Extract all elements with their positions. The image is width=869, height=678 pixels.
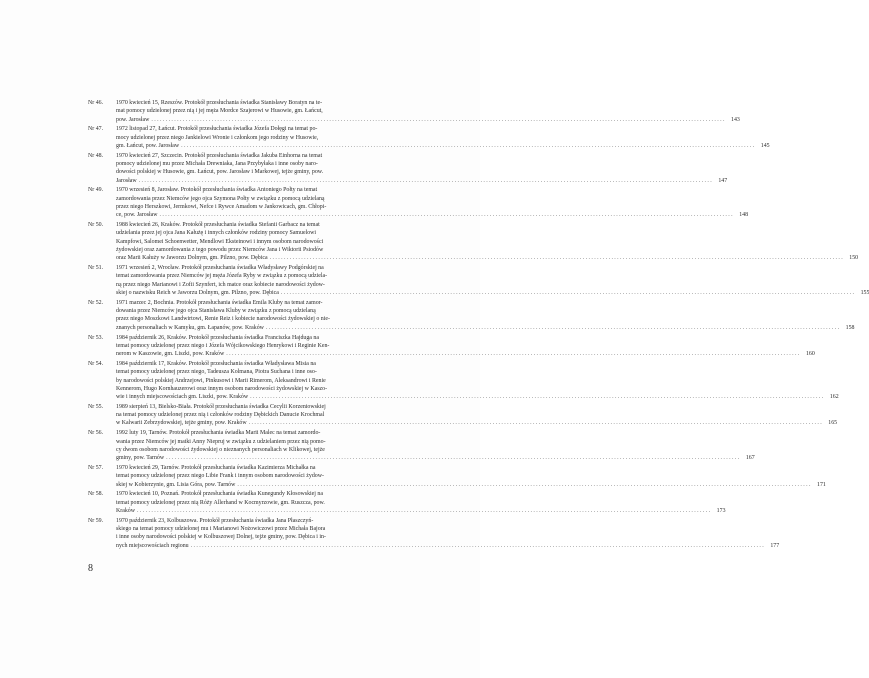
entry-tail: nerom w Kaszowie, gm. Liszki, pow. Kraków xyxy=(116,351,225,358)
entry-line: Kampfowi, Salomei Schoenwetter, Mendlowi Eksteinowi i innym osobom narodowości xyxy=(116,238,324,245)
dot-leader: ........................................................................................................................................................................................................ xyxy=(226,351,801,358)
entry-number: Nr 50. xyxy=(88,222,104,229)
entry-last-line xyxy=(116,481,814,489)
page-reference: 173 xyxy=(716,507,726,514)
entry-line: ną przez niego Marianowi i Zofii Szynfert, ich matce oraz kobiecie narodowości żydow- xyxy=(116,281,325,288)
entry-line: 1984 październik 26, Kraków. Protokół przesłuchania świadka Franciszka Hajduga na xyxy=(116,334,319,341)
toc-entry xyxy=(88,517,780,550)
entry-text xyxy=(116,464,826,489)
entry-line: i inne osoby narodowości polskiej w Kolbuszowej Dolnej, tejże gminy, pow. Dębica i in- xyxy=(116,534,326,541)
entry-tail: skiej o nazwisku Reich w Jaworzu Dolnym, gm. Pilzno, pow. Dębica xyxy=(116,290,279,297)
entry-text xyxy=(116,517,780,550)
entry-line: cy dwom osobom narodowości żydowskiej o nieznanych personaliach w Klikowej, tejże xyxy=(116,446,325,453)
page-reference: 177 xyxy=(770,542,780,549)
toc-entry xyxy=(88,464,826,489)
entry-number: Nr 54. xyxy=(88,360,104,367)
entry-line: 1970 kwiecień 27, Szczecin. Protokół przesłuchania świadka Jakuba Einhorna na temat xyxy=(116,152,323,159)
entry-tail: wie i innych miejscowościach gm. Liszki, pow. Kraków xyxy=(116,394,249,401)
toc-entry xyxy=(88,403,838,428)
entry-line: 1971 wrzesień 2, Wrocław. Protokół przesłuchania świadka Władysławy Podgórskiej na xyxy=(116,265,324,272)
entry-line: mat pomocy udzielonej przez nią i jej męża Mordce Szajerowi w Husowie, gm. Łańcut, xyxy=(116,108,323,115)
table-of-contents xyxy=(88,99,869,551)
entry-line: temat pomocy udzielonej przez niego Libie Frank i innym osobom narodowości żydow- xyxy=(116,473,324,480)
entry-line: udzielania przez jej ojca Jana Kałużę i innych członków rodziny pomocy Samuelowi xyxy=(116,230,317,237)
entry-text xyxy=(116,429,755,462)
entry-line: 1984 październik 17, Kraków. Protokół przesłuchania świadka Władysława Misia na xyxy=(116,360,316,367)
entry-last-line xyxy=(116,142,758,150)
entry-line: 1988 kwiecień 26, Kraków. Protokół przesłuchania świadka Stefanii Garbacz na temat xyxy=(116,222,320,229)
page-reference: 150 xyxy=(849,255,859,262)
entry-last-line xyxy=(116,289,857,297)
entry-last-line xyxy=(116,454,743,462)
entry-line: Kennerom, Hugo Kornhauzerowi oraz innym osobom narodowości żydowskiej w Kaszo- xyxy=(116,385,328,392)
dot-leader: ........................................................................................................................................................................................................ xyxy=(166,455,741,462)
entry-text xyxy=(116,299,855,332)
entry-line: 1972 listopad 27, Łańcut. Protokół przesłuchania świadka Józefa Dołęgi na temat po- xyxy=(116,126,318,133)
entry-number: Nr 52. xyxy=(88,299,104,306)
toc-entry xyxy=(88,429,755,462)
entry-line: dowości polskiej w Husowie, gm. Łańcut, pow. Jarosław i Markowej, tejże gminy, pow. xyxy=(116,169,324,176)
entry-line: 1970 wrzesień 8, Jarosław. Protokół przesłuchania świadka Antoniego Połty na temat xyxy=(116,187,318,194)
entry-number: Nr 46. xyxy=(88,100,104,106)
dot-leader: ........................................................................................................................................................................................................ xyxy=(250,394,825,401)
entry-tail: pow. Jarosław xyxy=(116,116,150,123)
entry-tail: gminy, pow. Tarnów xyxy=(116,455,165,462)
page-reference: 143 xyxy=(731,116,740,123)
entry-number: Nr 53. xyxy=(88,334,104,341)
dot-leader: ........................................................................................................................................................................................................ xyxy=(237,481,812,488)
entry-line: temat pomocy udzielonej przez niego, Tadeusza Kolmana, Piotra Suchana i inne oso- xyxy=(116,369,317,376)
toc-entry xyxy=(88,299,855,332)
dot-leader: ........................................................................................................................................................................................................ xyxy=(248,420,824,427)
entry-number: Nr 51. xyxy=(88,265,104,272)
page-reference: 155 xyxy=(860,290,869,297)
entry-tail: w Kalwarii Zebrzydowskiej, tejże gminy, pow. Kraków xyxy=(116,420,247,427)
dot-leader: ........................................................................................................................................................................................................ xyxy=(280,290,856,297)
entry-text xyxy=(116,264,869,297)
entry-line: 1992 luty 19, Tarnów. Protokół przesłuchania świadka Marii Malec na temat zamordo- xyxy=(116,430,321,437)
entry-number: Nr 57. xyxy=(88,464,104,471)
entry-last-line xyxy=(116,542,767,550)
entry-number: Nr 48. xyxy=(88,152,104,159)
dot-leader: ........................................................................................................................................................................................................ xyxy=(151,116,726,123)
page-reference: 145 xyxy=(760,142,770,149)
page-reference: 171 xyxy=(817,481,826,488)
toc-entry xyxy=(88,152,728,185)
entry-line: przez niego Moszkowi Landwirtowi, Renie Reiz i kobiecie narodowości żydowskiej o nie- xyxy=(116,316,330,323)
entry-last-line xyxy=(116,419,825,427)
entry-text xyxy=(116,403,838,428)
entry-line: 1989 sierpień 13, Bielsko-Biała. Protokół przesłuchania świadka Cecylii Korzeniowskiej xyxy=(116,403,326,410)
entry-number: Nr 55. xyxy=(88,403,104,410)
entry-number: Nr 47. xyxy=(88,126,104,133)
entry-number: Nr 59. xyxy=(88,517,104,524)
toc-entry xyxy=(88,186,749,219)
toc-entry xyxy=(88,334,815,359)
entry-text xyxy=(116,360,839,401)
entry-line: 1970 kwiecień 10, Poznań. Protokół przesłuchania świadka Kunegundy Kłosowskiej na xyxy=(116,491,323,498)
dot-leader: ........................................................................................................................................................................................................ xyxy=(138,177,714,184)
dot-leader: ........................................................................................................................................................................................................ xyxy=(190,542,766,549)
entry-line: na temat pomocy udzielonej przez nią i członków rodziny Dębickich Danucie Krochmal xyxy=(116,412,325,419)
entry-line: zamordowania przez Niemców jego ojca Szymona Połty w związku z pomocą udzielaną xyxy=(116,195,325,202)
entry-last-line xyxy=(116,393,827,401)
dot-leader: ........................................................................................................................................................................................................ xyxy=(159,212,735,219)
entry-tail: nych miejscowościach regionu xyxy=(116,542,189,549)
toc-entry xyxy=(88,221,859,262)
page-reference: 165 xyxy=(828,420,838,427)
entry-text xyxy=(116,334,815,359)
entry-line: 1970 kwiecień 15, Rzeszów. Protokół przesłuchania świadka Stanisławy Boratyn na te- xyxy=(116,100,323,106)
entry-line: dowania przez Niemców jego ojca Stanisława Kluby w związku z pomocą udzielaną xyxy=(116,308,316,315)
page-reference: 162 xyxy=(829,394,839,401)
entry-line: pomocy udzielonej mu przez Michała Drewniaka, Jana Przybyłaka i inne osoby naro- xyxy=(116,161,318,168)
entry-tail: oraz Marii Kałuży w Jaworzu Dolnym, gm. Pilzno, pow. Dębica xyxy=(116,255,268,262)
entry-line: temat pomocy udzielonej przez niego i Józefa Wójcikowskiego Henrykowi i Reginie Ken- xyxy=(116,342,330,349)
toc-entry xyxy=(88,264,869,297)
entry-number: Nr 58. xyxy=(88,491,104,498)
entry-last-line xyxy=(116,254,846,262)
entry-last-line xyxy=(116,324,842,332)
entry-text xyxy=(116,490,726,515)
entry-last-line xyxy=(116,507,714,515)
entry-last-line xyxy=(116,177,715,185)
entry-line: temat pomocy udzielonej przez nią Róży Allerhand w Kocmyrzowie, gm. Ruszcza, pow. xyxy=(116,499,325,506)
dot-leader: ........................................................................................................................................................................................................ xyxy=(269,255,845,262)
entry-line: 1971 marzec 2, Bochnia. Protokół przesłuchania świadka Emila Kluby na temat zamor- xyxy=(116,299,323,306)
dot-leader: ........................................................................................................................................................................................................ xyxy=(136,507,712,514)
entry-line: mocy udzielonej przez niego Jankielowi Wronie i członkom jego rodziny w Husowie, xyxy=(116,134,319,141)
toc-entry xyxy=(88,490,726,515)
page-reference: 147 xyxy=(718,177,728,184)
entry-line: temat zamordowania przez Niemców jej męża Józefa Ryby w związku z pomocą udziela- xyxy=(116,273,328,280)
entry-text xyxy=(116,152,728,185)
entry-number: Nr 49. xyxy=(88,187,104,194)
entry-last-line xyxy=(116,116,728,124)
entry-tail: Jarosław xyxy=(116,177,137,184)
entry-text xyxy=(116,221,859,262)
entry-line: wania przez Niemców jej matki Anny Niepruj w związku z udzielaniem przez nią pomo- xyxy=(116,438,326,445)
entry-text xyxy=(116,99,740,124)
dot-leader: ........................................................................................................................................................................................................ xyxy=(181,142,756,149)
toc-entry xyxy=(88,125,770,150)
entry-line: przez niego Herszkowi, Jermkowi, Nefce i Rywce Amadom w Jankowicach, gm. Chłopi- xyxy=(116,204,327,211)
entry-tail: ce, pow. Jarosław xyxy=(116,212,158,219)
page-reference: 158 xyxy=(845,324,855,331)
page-reference: 160 xyxy=(805,351,815,358)
entry-line: by narodowości polskiej Andrzejowi, Pinkusowi i Marii Rimerom, Aleksandrowi i Renie xyxy=(116,377,326,384)
toc-entry xyxy=(88,360,839,401)
entry-tail: Kraków xyxy=(116,507,135,514)
entry-line: żydowskiej oraz zamordowania z tego powodu przez Niemców Jana i Wiktorii Psiodów xyxy=(116,247,324,254)
entry-text xyxy=(116,125,770,150)
entry-tail: znanych personaliach w Kamyku, gm. Łapanów, pow. Kraków xyxy=(116,324,264,331)
entry-last-line xyxy=(116,211,736,219)
entry-tail: skiej w Kobierzynie, gm. Lisia Góra, pow. Tarnów xyxy=(116,481,236,488)
toc-entry xyxy=(88,99,740,124)
entry-text xyxy=(116,186,749,219)
entry-line: 1970 kwiecień 29, Tarnów. Protokół przesłuchania świadka Kazimierza Michałka na xyxy=(116,464,316,471)
entry-last-line xyxy=(116,350,803,358)
dot-leader: ........................................................................................................................................................................................................ xyxy=(265,324,841,331)
entry-tail: gm. Łańcut, pow. Jarosław xyxy=(116,142,180,149)
entry-number: Nr 56. xyxy=(88,430,104,437)
entry-line: skiego na temat pomocy udzielonej mu i Marianowi Nożowiczowi przez Michała Bajora xyxy=(116,526,326,533)
entry-line: 1970 październik 23, Kolbuszowa. Protokół przesłuchania świadka Jana Płaszczyń- xyxy=(116,517,314,524)
page-reference: 167 xyxy=(745,455,755,462)
page-number: 8 xyxy=(88,563,93,574)
page-reference: 148 xyxy=(739,212,749,219)
